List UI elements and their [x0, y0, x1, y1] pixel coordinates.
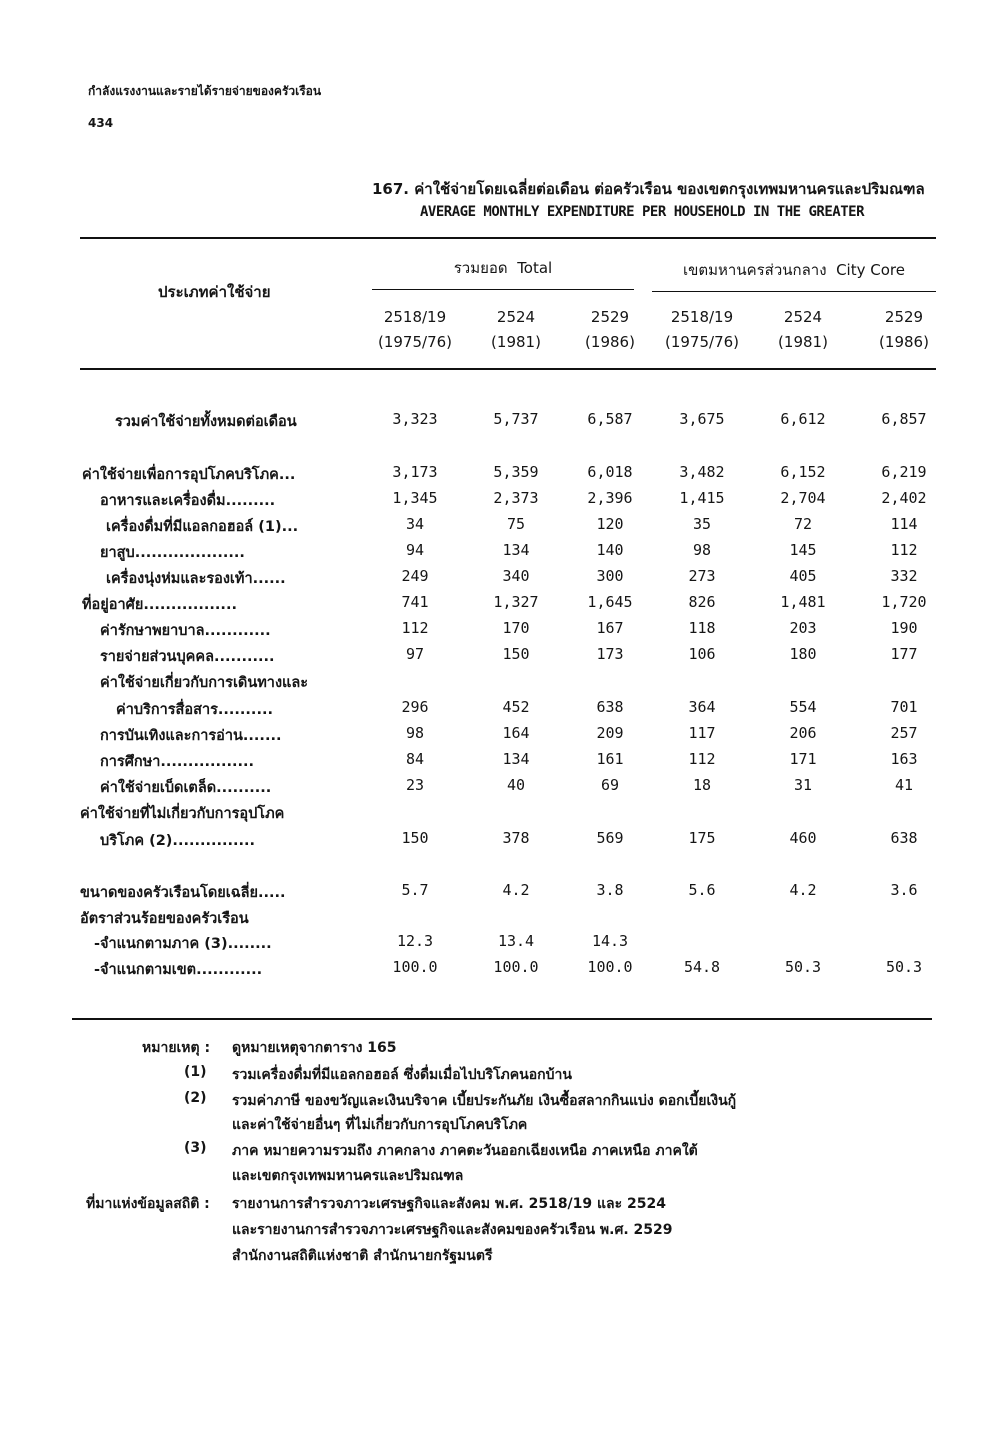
row-label: บริโภค (2)............... — [100, 833, 256, 849]
row-label: อาหารและเครื่องดื่ม......... — [100, 493, 276, 509]
notes-text: ดูหมายเหตุจากตาราง 165 — [232, 1040, 397, 1056]
table-cell: 41 — [894, 776, 914, 794]
table-cell: 3,482 — [679, 463, 725, 481]
table-cell: 100.0 — [587, 958, 633, 976]
column-year-en: (1986) — [879, 333, 929, 351]
table-cell: 106 — [688, 645, 716, 663]
table-cell: 1,481 — [780, 593, 826, 611]
table-cell: 364 — [688, 698, 716, 716]
table-cell: 378 — [502, 829, 530, 847]
table-cell: 97 — [405, 645, 425, 663]
group-header-city-core: เขตมหานครส่วนกลาง City Core — [683, 261, 905, 279]
row-label: การศึกษา................. — [100, 754, 255, 770]
table-cell: 161 — [596, 750, 624, 768]
column-year: 2524 — [496, 308, 536, 326]
table-cell: 177 — [890, 645, 918, 663]
table-row — [0, 541, 990, 567]
table-cell: 2,402 — [881, 489, 927, 507]
table-cell: 332 — [890, 567, 918, 585]
table-cell: 40 — [506, 776, 526, 794]
table-cell: 112 — [688, 750, 716, 768]
table-cell: 18 — [692, 776, 712, 794]
table-title-english: AVERAGE MONTHLY EXPENDITURE PER HOUSEHOLD IN THE GREATER — [420, 204, 865, 220]
source-line: และรายงานการสำรวจภาวะเศรษฐกิจและสังคมของครัวเรือน พ.ศ. 2529 — [232, 1222, 673, 1238]
table-cell: 14.3 — [591, 932, 629, 950]
table-cell: 50.3 — [784, 958, 822, 976]
note-line: ภาค หมายความรวมถึง ภาคกลาง ภาคตะวันออกเฉียงเหนือ ภาคเหนือ ภาคใต้ — [232, 1143, 698, 1159]
table-row — [0, 410, 990, 436]
table-cell: 12.3 — [396, 932, 434, 950]
row-label: ค่าใช้จ่ายที่ไม่เกี่ยวกับการอุปโภค — [80, 806, 285, 822]
column-year-en: (1986) — [585, 333, 635, 351]
table-top-rule — [80, 237, 936, 239]
column-header — [365, 305, 465, 355]
row-label: เครื่องนุ่งห่มและรองเท้า...... — [106, 571, 286, 587]
table-cell: 6,219 — [881, 463, 927, 481]
column-year-en: (1981) — [491, 333, 541, 351]
column-year-en: (1975/76) — [377, 333, 453, 351]
table-title-thai: 167. ค่าใช้จ่ายโดยเฉลี่ยต่อเดือน ต่อครัวเรือน ของเขตกรุงเทพมหานครและปริมณฑล — [372, 180, 925, 198]
table-row — [0, 907, 990, 933]
running-title: กำลังแรงงานและรายได้รายจ่ายของครัวเรือน — [88, 84, 322, 98]
column-year: 2518/19 — [383, 308, 447, 326]
table-cell: 4.2 — [789, 881, 817, 899]
table-cell: 296 — [401, 698, 429, 716]
table-row — [0, 698, 990, 724]
column-header — [652, 305, 752, 355]
table-cell: 4.2 — [502, 881, 530, 899]
table-cell: 145 — [789, 541, 817, 559]
row-label: ค่ารักษาพยาบาล............ — [100, 623, 271, 639]
table-cell: 554 — [789, 698, 817, 716]
table-row — [0, 619, 990, 645]
table-cell: 638 — [596, 698, 624, 716]
table-cell: 120 — [596, 515, 624, 533]
table-cell: 6,152 — [780, 463, 826, 481]
column-year: 2529 — [884, 308, 924, 326]
table-cell: 452 — [502, 698, 530, 716]
column-year-en: (1981) — [778, 333, 828, 351]
header-bottom-rule — [80, 368, 936, 370]
table-cell: 50.3 — [885, 958, 923, 976]
table-cell: 1,645 — [587, 593, 633, 611]
group-header-total: รวมยอด Total — [453, 259, 553, 277]
table-cell: 69 — [600, 776, 620, 794]
table-cell: 3.8 — [596, 881, 624, 899]
column-year: 2529 — [590, 308, 630, 326]
table-row — [0, 829, 990, 855]
table-cell: 31 — [793, 776, 813, 794]
table-cell: 140 — [596, 541, 624, 559]
table-row — [0, 489, 990, 515]
table-cell: 180 — [789, 645, 817, 663]
table-cell: 405 — [789, 567, 817, 585]
column-header — [854, 305, 954, 355]
source-line: รายงานการสำรวจภาวะเศรษฐกิจและสังคม พ.ศ. 2518/19 และ 2524 — [232, 1196, 666, 1212]
note-mark: (2) — [184, 1090, 207, 1106]
table-row — [0, 958, 990, 984]
row-label: เครื่องดื่มที่มีแอลกอฮอล์ (1)... — [106, 519, 299, 535]
column-header — [466, 305, 566, 355]
table-cell: 1,327 — [493, 593, 539, 611]
table-cell: 701 — [890, 698, 918, 716]
table-row — [0, 593, 990, 619]
table-cell: 3,675 — [679, 410, 725, 428]
table-row — [0, 881, 990, 907]
table-cell: 54.8 — [683, 958, 721, 976]
table-cell: 6,857 — [881, 410, 927, 428]
table-cell: 2,704 — [780, 489, 826, 507]
table-cell: 300 — [596, 567, 624, 585]
row-label: ค่าใช้จ่ายเบ็ดเตล็ด.......... — [100, 780, 272, 796]
table-cell: 94 — [405, 541, 425, 559]
table-cell: 5,737 — [493, 410, 539, 428]
table-cell: 2,396 — [587, 489, 633, 507]
column-header — [560, 305, 660, 355]
row-label: ค่าบริการสื่อสาร.......... — [116, 702, 273, 718]
table-cell: 100.0 — [392, 958, 438, 976]
table-cell: 175 — [688, 829, 716, 847]
table-cell: 3,173 — [392, 463, 438, 481]
table-cell: 569 — [596, 829, 624, 847]
table-cell: 35 — [692, 515, 712, 533]
group-rule-city-core — [652, 291, 936, 292]
table-cell: 273 — [688, 567, 716, 585]
table-cell: 98 — [405, 724, 425, 742]
row-label: ยาสูบ.................... — [100, 545, 245, 561]
table-cell: 114 — [890, 515, 918, 533]
table-cell: 84 — [405, 750, 425, 768]
column-year: 2524 — [783, 308, 823, 326]
table-cell: 206 — [789, 724, 817, 742]
source-label: ที่มาแห่งข้อมูลสถิติ : — [86, 1196, 210, 1212]
table-cell: 2,373 — [493, 489, 539, 507]
table-cell: 72 — [793, 515, 813, 533]
table-cell: 173 — [596, 645, 624, 663]
table-cell: 98 — [692, 541, 712, 559]
table-cell: 117 — [688, 724, 716, 742]
table-cell: 249 — [401, 567, 429, 585]
table-row — [0, 515, 990, 541]
column-year: 2518/19 — [670, 308, 734, 326]
table-row — [0, 645, 990, 671]
row-label: ค่าใช้จ่ายเพื่อการอุปโภคบริโภค... — [82, 467, 296, 483]
table-row — [0, 932, 990, 958]
source-line: สำนักงานสถิติแห่งชาติ สำนักนายกรัฐมนตรี — [232, 1248, 493, 1264]
page-number: 434 — [88, 116, 114, 130]
note-line: รวมเครื่องดื่มที่มีแอลกอฮอล์ ซึ่งดื่มเมื่อไปบริโภคนอกบ้าน — [232, 1067, 572, 1083]
table-row — [0, 776, 990, 802]
row-label: อัตราส่วนร้อยของครัวเรือน — [80, 911, 249, 927]
row-label: การบันเทิงและการอ่าน....... — [100, 728, 282, 744]
table-cell: 6,612 — [780, 410, 826, 428]
column-header — [753, 305, 853, 355]
table-cell: 163 — [890, 750, 918, 768]
table-cell: 340 — [502, 567, 530, 585]
table-cell: 112 — [890, 541, 918, 559]
table-cell: 167 — [596, 619, 624, 637]
table-cell: 3.6 — [890, 881, 918, 899]
table-cell: 118 — [688, 619, 716, 637]
column-year-en: (1975/76) — [664, 333, 740, 351]
table-cell: 34 — [405, 515, 425, 533]
note-mark: (1) — [184, 1064, 207, 1080]
table-cell: 6,587 — [587, 410, 633, 428]
table-bottom-rule — [72, 1018, 932, 1020]
table-cell: 1,720 — [881, 593, 927, 611]
table-cell: 3,323 — [392, 410, 438, 428]
notes-label: หมายเหตุ : — [142, 1040, 211, 1056]
table-cell: 164 — [502, 724, 530, 742]
table-cell: 1,415 — [679, 489, 725, 507]
table-row — [0, 724, 990, 750]
row-label: ที่อยู่อาศัย................. — [82, 597, 237, 613]
row-label: ขนาดของครัวเรือนโดยเฉลี่ย..... — [80, 885, 286, 901]
row-label: -จำแนกตามภาค (3)........ — [94, 936, 272, 952]
table-cell: 1,345 — [392, 489, 438, 507]
table-cell: 6,018 — [587, 463, 633, 481]
table-cell: 150 — [401, 829, 429, 847]
table-cell: 100.0 — [493, 958, 539, 976]
table-cell: 203 — [789, 619, 817, 637]
table-row — [0, 802, 990, 828]
table-cell: 5.6 — [688, 881, 716, 899]
row-label: รายจ่ายส่วนบุคคล........... — [100, 649, 275, 665]
table-row — [0, 567, 990, 593]
stub-header: ประเภทค่าใช้จ่าย — [158, 283, 271, 301]
row-label: -จำแนกตามเขต............ — [94, 962, 263, 978]
table-cell: 209 — [596, 724, 624, 742]
table-cell: 741 — [401, 593, 429, 611]
table-cell: 190 — [890, 619, 918, 637]
note-line: และเขตกรุงเทพมหานครและปริมณฑล — [232, 1168, 464, 1184]
table-cell: 5.7 — [401, 881, 429, 899]
table-cell: 460 — [789, 829, 817, 847]
table-cell: 150 — [502, 645, 530, 663]
table-cell: 23 — [405, 776, 425, 794]
table-row — [0, 463, 990, 489]
table-cell: 826 — [688, 593, 716, 611]
table-cell: 112 — [401, 619, 429, 637]
note-line: และค่าใช้จ่ายอื่นๆ ที่ไม่เกี่ยวกับการอุปโภคบริโภค — [232, 1117, 528, 1133]
note-line: รวมค่าภาษี ของขวัญและเงินบริจาค เบี้ยประกันภัย เงินซื้อสลากกินแบ่ง ดอกเบี้ยเงินกู้ — [232, 1093, 737, 1109]
table-row — [0, 750, 990, 776]
table-cell: 257 — [890, 724, 918, 742]
row-label: ค่าใช้จ่ายเกี่ยวกับการเดินทางและ — [100, 675, 309, 691]
table-cell: 638 — [890, 829, 918, 847]
table-cell: 170 — [502, 619, 530, 637]
table-cell: 134 — [502, 541, 530, 559]
table-cell: 13.4 — [497, 932, 535, 950]
table-cell: 75 — [506, 515, 526, 533]
group-rule-total — [372, 289, 634, 290]
table-cell: 171 — [789, 750, 817, 768]
note-mark: (3) — [184, 1140, 207, 1156]
table-row — [0, 671, 990, 697]
table-cell: 134 — [502, 750, 530, 768]
row-label: รวมค่าใช้จ่ายทั้งหมดต่อเดือน — [115, 414, 297, 430]
table-cell: 5,359 — [493, 463, 539, 481]
